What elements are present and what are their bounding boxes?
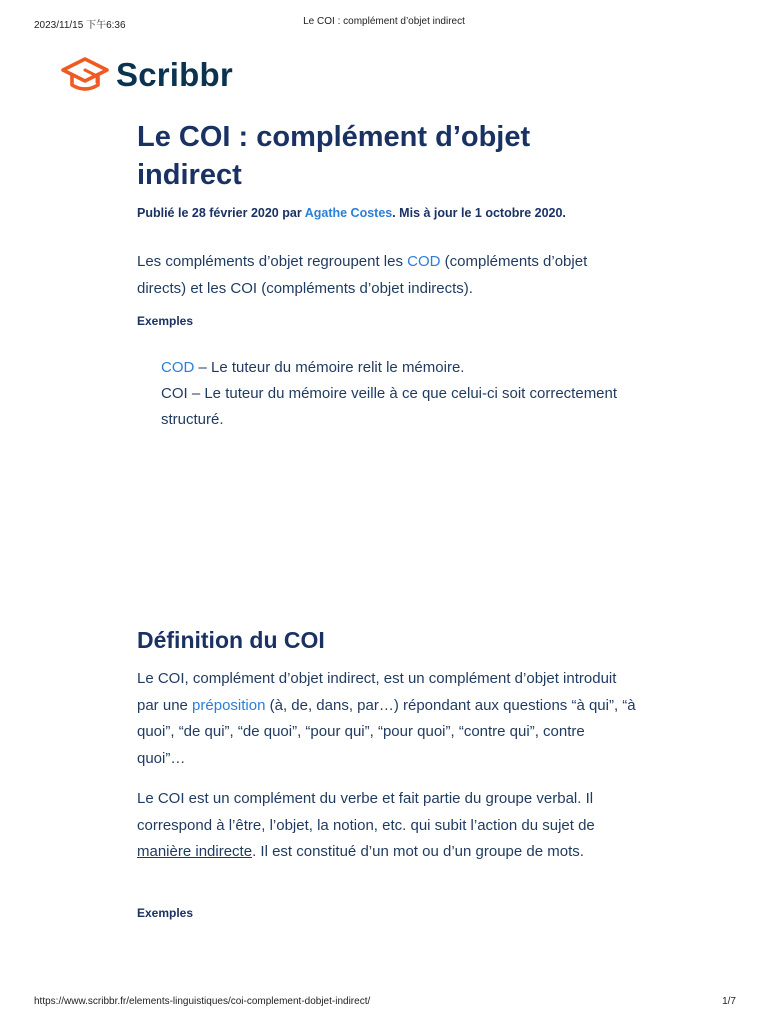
scribbr-logo[interactable] (60, 55, 233, 95)
graduation-cap-icon (60, 56, 110, 94)
updated-date: . Mis à jour le 1 octobre 2020. (392, 206, 566, 220)
section-heading: Définition du COI (137, 627, 325, 653)
def2-text-cont: . Il est constitué d’un mot ou d’un groupe de mots. (252, 843, 584, 860)
article-title: Le COI : complément d’objet indirect (137, 121, 531, 191)
brand-name: Scribbr (116, 56, 233, 93)
print-header (0, 16, 768, 30)
print-footer (0, 996, 768, 1010)
author-link[interactable]: Agathe Costes (304, 206, 393, 220)
preposition-link[interactable]: préposition (192, 696, 266, 714)
example-cod (161, 355, 641, 381)
def2-text: Le COI est un complément du verbe et fait partie du groupe verbal. Il correspond à l’être, l’objet, la notion, etc. qui subit l’action du sujet de (137, 790, 595, 834)
example-coi: COI – Le tuteur du mémoire veille à ce que celui-ci soit correctement structuré. (161, 385, 618, 428)
article-meta (137, 206, 657, 220)
print-page-title: Le COI : complément d’objet indirect (303, 16, 465, 27)
def1-text-cont: (à, de, dans, par…) répondant aux questions “à qui”, “à quoi”, “de qui”, “de quoi”, “pour qui”, “pour quoi”, “contre qui”, contre quoi”… (137, 696, 636, 767)
intro-paragraph (137, 249, 637, 302)
def1-text: Le COI, complément d’objet indirect, est un complément d’objet introduit par une (137, 670, 617, 714)
page-number: 1/7 (722, 996, 736, 1007)
maniere-indirecte-link[interactable]: manière indirecte (137, 843, 253, 860)
print-date: 2023/11/15 下午6:36 (34, 20, 126, 31)
definition-paragraph-1 (137, 666, 637, 772)
definition-paragraph-2 (137, 786, 637, 866)
example-cod-text: – Le tuteur du mémoire relit le mémoire. (194, 359, 465, 376)
examples-label: Exemples (137, 314, 194, 328)
cod-link[interactable]: COD (407, 253, 441, 270)
print-url: https://www.scribbr.fr/elements-linguistiques/coi-complement-dobjet-indirect/ (34, 996, 371, 1007)
published-date: Publié le 28 février 2020 par (137, 206, 305, 220)
intro-text-cont: (compléments d’objet directs) et les COI (compléments d’objet indirects). (137, 253, 588, 297)
examples-block (161, 355, 641, 433)
intro-text: Les compléments d’objet regroupent les (137, 253, 408, 270)
example-cod-link[interactable]: COD (161, 359, 195, 376)
examples-label-2: Exemples (137, 906, 194, 920)
